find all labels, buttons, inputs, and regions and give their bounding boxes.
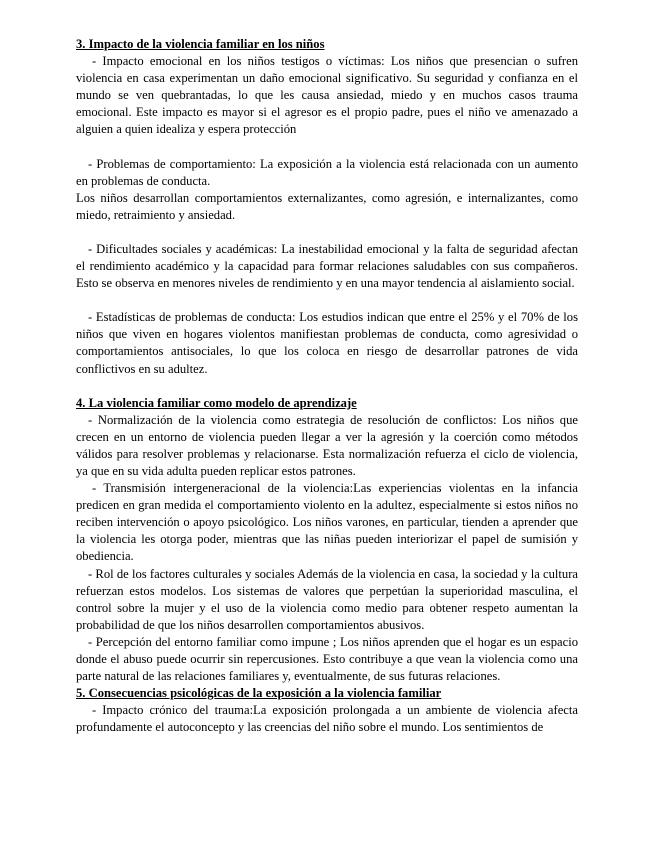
paragraph-statistics: - Estadísticas de problemas de conducta: Los estudios indican que entre el 25% y el 70% de los niños que viven en hogares violentos manifiestan problemas de conducta, como agresividad o comportamientos antisociales, lo que los coloca en riesgo de desarrollar patrones de vida conflictivos en su adultez. [76,310,578,376]
spacer [76,224,578,241]
spacer [76,378,578,395]
paragraph-intergenerational: - Transmisión intergeneracional de la violencia:Las experiencias violentas en la infancia predicen en gran medida el comportamiento violento en la adultez, especialmente si estos niños no reciben intervención o apoyo psicológico. Los niños varones, en particular, tienden a aprender que la violencia les otorga poder, mientras que las niñas pueden interiorizar el papel de sumisión y obediencia. [76,481,578,564]
section-4-heading: 4. La violencia familiar como modelo de aprendizaje [76,395,357,410]
paragraph-social-academic: - Dificultades sociales y académicas: La inestabilidad emocional y la falta de seguridad afectan el rendimiento académico y la capacidad para formar relaciones saludables con sus compañeros. Esto se observa en menores niveles de rendimiento y en una mayor tendencia al aislamiento social. [76,241,578,291]
paragraph-behavior-problems: - Problemas de comportamiento: La exposición a la violencia está relacionada con un aumento en problemas de conducta. [76,156,578,188]
paragraph-behavior-detail: Los niños desarrollan comportamientos externalizantes, como agresión, e internalizantes, como miedo, retraimiento y ansiedad. [76,190,578,222]
spacer [76,292,578,309]
spacer [76,139,578,156]
paragraph-emotional-impact: - Impacto emocional en los niños testigos o víctimas: Los niños que presencian o sufren violencia en casa experimentan un daño emocional significativo. Su seguridad y confianza en el mundo se ven quebrantadas, lo que les causa ansiedad, miedo y en muchos casos trauma emocional. Este impacto es mayor si el agresor es el propio padre, pues el niño ve amenazado a alguien a quien idealiza y espera protección [76,54,578,137]
paragraph-impunity: - Percepción del entorno familiar como impune ; Los niños aprenden que el hogar es un espacio donde el abuso puede ocurrir sin repercusiones. Esto contribuye a que vean la violencia como una parte natural de las relaciones familiares y, eventualmente, de sus futuras relaciones. [76,634,578,684]
section-3-heading: 3. Impacto de la violencia familiar en los niños [76,37,325,51]
paragraph-cultural-factors: - Rol de los factores culturales y sociales Además de la violencia en casa, la sociedad y la cultura refuerzan estos modelos. Los sistemas de valores que perpetúan la superioridad masculina, el control sobre la mujer y el uso de la violencia como medio para obtener respeto aumentan la probabilidad de que los niños desarrollen comportamientos abusivos. [76,566,578,632]
document-page [76,36,578,736]
section-5-heading: 5. Consecuencias psicológicas de la exposición a la violencia familiar [76,686,442,701]
paragraph-normalization: - Normalización de la violencia como estrategia de resolución de conflictos: Los niños que crecen en un entorno de violencia pueden llegar a ver la agresión y la coerción como métodos válidos para resolver problemas y relacionarse. Esta normalización refuerza el ciclo de violencia, ya que en su vida adulta pueden replicar estos patrones. [76,412,578,478]
paragraph-chronic-trauma: - Impacto crónico del trauma:La exposición prolongada a un ambiente de violencia afecta profundamente el autoconcepto y las creencias del niño sobre el mundo. Los sentimientos de [76,703,578,735]
